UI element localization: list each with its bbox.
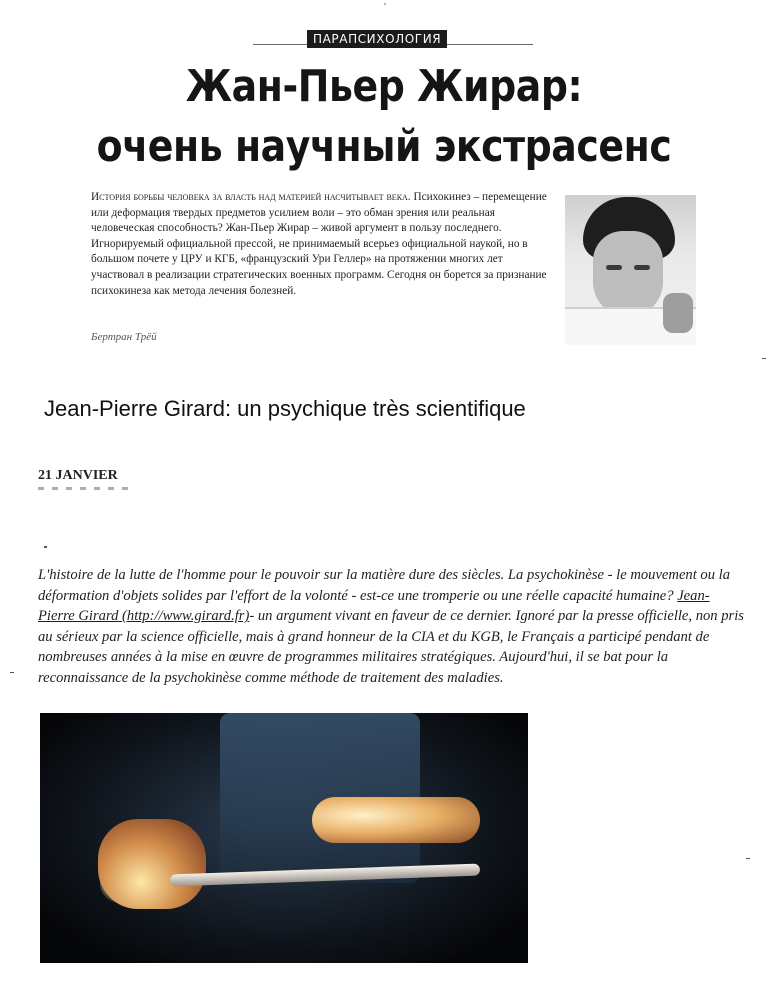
lead-intro: История борьбы человека за власть над материей насчитывает века. (91, 191, 411, 203)
date-label: 21 JANVIER (38, 468, 118, 483)
photo-left-hand (98, 819, 206, 909)
scan-mark: ʹ (384, 2, 387, 13)
hands-photo (40, 713, 528, 963)
scan-mark-right (762, 358, 766, 359)
portrait-photo (565, 195, 696, 345)
photo-hand (663, 293, 693, 333)
photo-right-hand (312, 797, 480, 843)
french-title: Jean-Pierre Girard: un psychique très scientifique (44, 396, 526, 421)
photo-eye-right (634, 265, 650, 270)
scan-dot (44, 546, 47, 548)
scan-mark-right-2 (746, 858, 750, 859)
photo-face (593, 231, 663, 317)
french-body-part1: L'histoire de la lutte de l'homme pour le pouvoir sur la matière dure des siècles. La psychokinèse - le mouvement ou la déformation d'objets solides par l'effort de la volonté - est-ce une tromperie ou une réelle capacité humaine? (38, 567, 731, 604)
author-byline: Бертран Трёй (91, 331, 157, 343)
scan-mark-left (10, 672, 14, 673)
headline-line-2: очень научный экстрасенс (96, 121, 672, 172)
date-underline-artifact (38, 487, 128, 490)
section-label: ПАРАПСИХОЛОГИЯ (307, 30, 447, 48)
headline-line-1: Жан-Пьер Жирар: (185, 61, 583, 112)
girard-link[interactable]: Jean-Pierre Girard (http://www.girard.fr) (38, 587, 710, 625)
french-body (38, 565, 744, 689)
lead-paragraph (91, 190, 549, 299)
lead-text: Психокинез – перемещение или деформация твердых предметов усилием воли – это обман зрения или реальная человеческая способность? Жан-Пьер Жирар – живой аргумент в пользу последнего. Игнорируемый официальной прессой, не принимаемый всерьез официальной наукой, но в большом почете у ЦРУ и КГБ, «французский Ури Геллер» на протяжении многих лет участвовал в реализации стратегических военных программ. Сегодня он борется за признание психокинеза как метода лечения болезней. (91, 191, 547, 297)
french-body-part2: - un argument vivant en faveur de ce dernier. Ignoré par la presse officielle, non pris au sérieux par la science officielle, mais à grand honneur de la CIA et du KGB, le Français a participé pendant de nombreuses années à la mise en œuvre de programmes militaires stratégiques. Aujourd'hui, il se bat pour la reconnaissance de la psychokinèse comme méthode de traitement des maladies. (38, 608, 744, 686)
photo-eye-left (606, 265, 622, 270)
